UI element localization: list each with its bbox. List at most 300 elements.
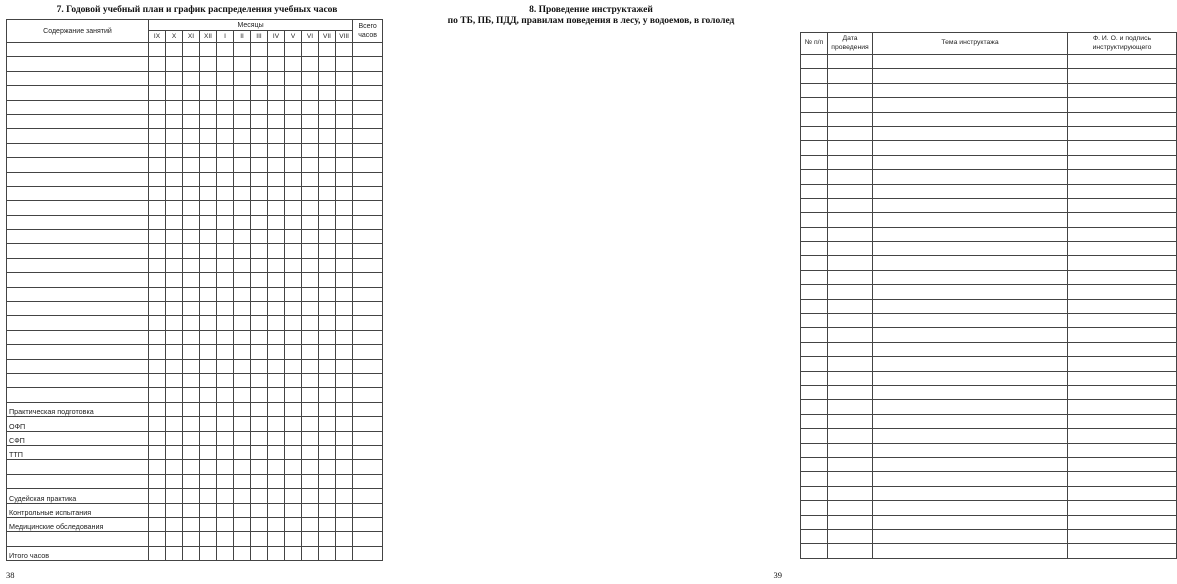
month-cell	[166, 71, 183, 85]
topic-cell	[873, 98, 1068, 112]
month-cell	[149, 431, 166, 445]
total-cell	[353, 546, 383, 560]
month-cell	[285, 57, 302, 71]
month-cell	[319, 345, 336, 359]
instructor-cell	[1068, 112, 1177, 126]
month-cell	[234, 445, 251, 459]
date-cell	[828, 227, 873, 241]
number-header: № п/п	[801, 33, 828, 55]
table-row	[7, 71, 383, 85]
month-cell	[285, 114, 302, 128]
month-cell	[166, 474, 183, 488]
month-cell	[319, 86, 336, 100]
topic-cell	[873, 400, 1068, 414]
month-cell	[302, 316, 319, 330]
month-cell	[200, 114, 217, 128]
month-cell	[200, 330, 217, 344]
month-cell	[183, 445, 200, 459]
month-cell	[183, 460, 200, 474]
table-row	[7, 330, 383, 344]
month-cell	[336, 302, 353, 316]
month-cell	[319, 402, 336, 416]
month-cell	[268, 273, 285, 287]
month-cell	[183, 273, 200, 287]
table-row	[801, 141, 1177, 155]
table-row	[7, 230, 383, 244]
instructor-cell	[1068, 227, 1177, 241]
month-cell	[251, 158, 268, 172]
number-cell	[801, 112, 828, 126]
month-cell	[149, 100, 166, 114]
month-cell	[234, 215, 251, 229]
table-row	[7, 546, 383, 560]
instructions-title-line1: 8. Проведение инструктажей	[529, 5, 653, 15]
month-cell	[285, 546, 302, 560]
month-cell	[217, 287, 234, 301]
number-cell	[801, 429, 828, 443]
row-label: ОФП	[7, 417, 149, 431]
month-cell	[268, 373, 285, 387]
month-header: IV	[268, 31, 285, 43]
month-cell	[285, 287, 302, 301]
topic-cell	[873, 198, 1068, 212]
total-cell	[353, 431, 383, 445]
month-cell	[166, 158, 183, 172]
month-cell	[217, 373, 234, 387]
number-cell	[801, 414, 828, 428]
month-cell	[302, 517, 319, 531]
row-label	[7, 172, 149, 186]
month-cell	[251, 532, 268, 546]
month-cell	[302, 57, 319, 71]
month-cell	[268, 57, 285, 71]
table-row	[7, 114, 383, 128]
month-cell	[149, 43, 166, 57]
month-cell	[149, 417, 166, 431]
month-cell	[319, 258, 336, 272]
row-label: ТТП	[7, 445, 149, 459]
date-cell	[828, 357, 873, 371]
month-cell	[200, 129, 217, 143]
month-cell	[268, 302, 285, 316]
row-label	[7, 373, 149, 387]
row-label	[7, 86, 149, 100]
table-row	[7, 532, 383, 546]
month-cell	[302, 431, 319, 445]
month-cell	[302, 532, 319, 546]
month-cell	[149, 373, 166, 387]
month-cell	[319, 489, 336, 503]
month-cell	[319, 503, 336, 517]
month-cell	[200, 287, 217, 301]
instructor-cell	[1068, 443, 1177, 457]
date-cell	[828, 69, 873, 83]
topic-cell	[873, 457, 1068, 471]
date-cell	[828, 472, 873, 486]
month-cell	[149, 302, 166, 316]
month-cell	[336, 345, 353, 359]
month-cell	[268, 417, 285, 431]
month-cell	[302, 158, 319, 172]
month-cell	[302, 100, 319, 114]
topic-cell	[873, 515, 1068, 529]
number-cell	[801, 141, 828, 155]
row-label	[7, 43, 149, 57]
month-cell	[200, 532, 217, 546]
total-cell	[353, 86, 383, 100]
month-cell	[234, 474, 251, 488]
month-cell	[149, 345, 166, 359]
month-cell	[234, 431, 251, 445]
month-cell	[285, 129, 302, 143]
topic-cell	[873, 299, 1068, 313]
month-cell	[217, 402, 234, 416]
month-cell	[149, 215, 166, 229]
month-cell	[268, 244, 285, 258]
month-cell	[200, 388, 217, 402]
instructor-cell	[1068, 155, 1177, 169]
month-cell	[200, 43, 217, 57]
row-label	[7, 57, 149, 71]
month-header: IX	[149, 31, 166, 43]
month-cell	[200, 359, 217, 373]
month-cell	[251, 230, 268, 244]
month-cell	[183, 302, 200, 316]
month-cell	[200, 302, 217, 316]
topic-cell	[873, 170, 1068, 184]
month-cell	[183, 532, 200, 546]
month-cell	[183, 114, 200, 128]
table-row	[801, 155, 1177, 169]
topic-cell	[873, 227, 1068, 241]
month-cell	[166, 57, 183, 71]
instructor-cell	[1068, 98, 1177, 112]
instructor-cell	[1068, 299, 1177, 313]
date-cell	[828, 443, 873, 457]
month-cell	[149, 316, 166, 330]
date-cell	[828, 198, 873, 212]
month-cell	[336, 517, 353, 531]
topic-cell	[873, 184, 1068, 198]
row-label	[7, 158, 149, 172]
month-cell	[166, 517, 183, 531]
month-cell	[251, 201, 268, 215]
month-cell	[149, 388, 166, 402]
month-cell	[166, 86, 183, 100]
months-header: Месяцы	[149, 20, 353, 31]
month-cell	[285, 517, 302, 531]
total-cell	[353, 186, 383, 200]
month-cell	[336, 402, 353, 416]
month-cell	[268, 345, 285, 359]
date-cell	[828, 457, 873, 471]
month-cell	[234, 345, 251, 359]
month-cell	[251, 517, 268, 531]
month-cell	[183, 43, 200, 57]
month-cell	[319, 143, 336, 157]
total-cell	[353, 316, 383, 330]
month-cell	[336, 445, 353, 459]
month-cell	[285, 330, 302, 344]
month-cell	[200, 373, 217, 387]
month-cell	[166, 258, 183, 272]
month-cell	[200, 201, 217, 215]
month-cell	[285, 215, 302, 229]
total-cell	[353, 517, 383, 531]
month-cell	[285, 345, 302, 359]
row-label: Итого часов	[7, 546, 149, 560]
row-label: СФП	[7, 431, 149, 445]
total-cell	[353, 57, 383, 71]
month-cell	[217, 546, 234, 560]
month-cell	[234, 114, 251, 128]
month-cell	[149, 460, 166, 474]
table-row	[801, 400, 1177, 414]
month-cell	[217, 517, 234, 531]
table-row	[7, 417, 383, 431]
instructor-cell	[1068, 256, 1177, 270]
row-label	[7, 345, 149, 359]
total-cell	[353, 273, 383, 287]
month-cell	[149, 532, 166, 546]
table-row	[801, 242, 1177, 256]
date-cell	[828, 98, 873, 112]
month-cell	[234, 143, 251, 157]
table-row	[801, 184, 1177, 198]
month-cell	[166, 460, 183, 474]
month-cell	[285, 489, 302, 503]
month-cell	[166, 172, 183, 186]
month-cell	[183, 517, 200, 531]
month-cell	[200, 402, 217, 416]
month-cell	[302, 71, 319, 85]
content-header: Содержание занятий	[7, 20, 149, 43]
month-cell	[285, 172, 302, 186]
month-cell	[268, 330, 285, 344]
total-cell	[353, 532, 383, 546]
number-cell	[801, 55, 828, 69]
month-cell	[319, 100, 336, 114]
row-label	[7, 258, 149, 272]
month-cell	[149, 114, 166, 128]
total-cell	[353, 172, 383, 186]
month-cell	[234, 129, 251, 143]
month-cell	[336, 215, 353, 229]
month-cell	[217, 273, 234, 287]
date-cell	[828, 213, 873, 227]
number-cell	[801, 501, 828, 515]
table-row	[801, 472, 1177, 486]
month-cell	[149, 258, 166, 272]
number-cell	[801, 256, 828, 270]
number-cell	[801, 83, 828, 97]
month-cell	[251, 114, 268, 128]
month-cell	[251, 503, 268, 517]
month-cell	[200, 158, 217, 172]
month-cell	[268, 86, 285, 100]
month-cell	[302, 373, 319, 387]
month-cell	[319, 373, 336, 387]
month-cell	[149, 86, 166, 100]
month-cell	[217, 71, 234, 85]
month-cell	[336, 143, 353, 157]
table-row	[801, 515, 1177, 529]
month-cell	[149, 230, 166, 244]
month-cell	[200, 71, 217, 85]
number-cell	[801, 270, 828, 284]
month-cell	[268, 158, 285, 172]
table-row	[801, 98, 1177, 112]
table-row	[7, 244, 383, 258]
month-cell	[166, 503, 183, 517]
month-cell	[268, 230, 285, 244]
month-cell	[149, 186, 166, 200]
number-cell	[801, 385, 828, 399]
month-cell	[319, 114, 336, 128]
total-cell	[353, 402, 383, 416]
topic-cell	[873, 472, 1068, 486]
month-cell	[319, 129, 336, 143]
month-cell	[183, 546, 200, 560]
month-cell	[302, 330, 319, 344]
number-cell	[801, 400, 828, 414]
month-cell	[234, 489, 251, 503]
month-cell	[234, 417, 251, 431]
month-cell	[183, 316, 200, 330]
month-cell	[319, 201, 336, 215]
month-cell	[285, 388, 302, 402]
table-row	[801, 83, 1177, 97]
topic-cell	[873, 328, 1068, 342]
month-cell	[302, 172, 319, 186]
instructor-cell	[1068, 328, 1177, 342]
month-cell	[268, 201, 285, 215]
table-row	[801, 299, 1177, 313]
table-row	[801, 414, 1177, 428]
month-cell	[302, 417, 319, 431]
instructor-cell	[1068, 184, 1177, 198]
month-cell	[149, 402, 166, 416]
date-cell	[828, 342, 873, 356]
month-cell	[251, 43, 268, 57]
date-cell	[828, 314, 873, 328]
total-cell	[353, 258, 383, 272]
row-label	[7, 143, 149, 157]
table-row	[801, 314, 1177, 328]
month-cell	[268, 546, 285, 560]
month-cell	[166, 373, 183, 387]
month-cell	[336, 460, 353, 474]
row-label	[7, 71, 149, 85]
table-row	[7, 143, 383, 157]
number-cell	[801, 328, 828, 342]
row-label	[7, 460, 149, 474]
month-cell	[319, 474, 336, 488]
table-row	[801, 112, 1177, 126]
table-row	[7, 388, 383, 402]
month-cell	[166, 359, 183, 373]
row-label	[7, 273, 149, 287]
month-cell	[251, 129, 268, 143]
date-cell	[828, 112, 873, 126]
month-header: V	[285, 31, 302, 43]
month-cell	[183, 129, 200, 143]
topic-cell	[873, 357, 1068, 371]
month-cell	[336, 373, 353, 387]
month-cell	[336, 57, 353, 71]
month-cell	[268, 287, 285, 301]
month-cell	[268, 43, 285, 57]
month-cell	[336, 431, 353, 445]
month-cell	[200, 258, 217, 272]
month-cell	[268, 388, 285, 402]
month-cell	[336, 258, 353, 272]
month-cell	[234, 186, 251, 200]
row-label: Судейская практика	[7, 489, 149, 503]
table-row	[7, 402, 383, 416]
month-cell	[234, 172, 251, 186]
table-row	[7, 100, 383, 114]
month-cell	[183, 186, 200, 200]
instructor-header: Ф. И. О. и подпись инструктирующего	[1068, 33, 1177, 55]
month-cell	[217, 158, 234, 172]
instructor-cell	[1068, 501, 1177, 515]
month-cell	[234, 302, 251, 316]
month-cell	[319, 532, 336, 546]
month-cell	[200, 186, 217, 200]
total-cell	[353, 201, 383, 215]
month-cell	[200, 172, 217, 186]
month-cell	[217, 86, 234, 100]
month-cell	[336, 273, 353, 287]
month-cell	[149, 287, 166, 301]
month-cell	[149, 474, 166, 488]
row-label	[7, 388, 149, 402]
table-row	[801, 328, 1177, 342]
number-cell	[801, 155, 828, 169]
topic-cell	[873, 342, 1068, 356]
date-cell	[828, 299, 873, 313]
total-cell	[353, 230, 383, 244]
table-row	[7, 359, 383, 373]
instructor-cell	[1068, 285, 1177, 299]
month-cell	[251, 489, 268, 503]
month-cell	[183, 489, 200, 503]
number-cell	[801, 227, 828, 241]
month-cell	[319, 302, 336, 316]
table-row	[7, 503, 383, 517]
month-cell	[302, 258, 319, 272]
month-cell	[251, 546, 268, 560]
month-cell	[149, 330, 166, 344]
month-cell	[251, 186, 268, 200]
month-cell	[217, 417, 234, 431]
month-cell	[302, 129, 319, 143]
topic-header: Тема инструктажа	[873, 33, 1068, 55]
table-row	[7, 316, 383, 330]
month-cell	[149, 143, 166, 157]
month-cell	[234, 201, 251, 215]
month-cell	[319, 230, 336, 244]
instructor-cell	[1068, 472, 1177, 486]
month-header: VIII	[336, 31, 353, 43]
month-cell	[217, 100, 234, 114]
month-cell	[319, 517, 336, 531]
month-cell	[302, 489, 319, 503]
month-cell	[268, 258, 285, 272]
month-cell	[234, 460, 251, 474]
month-cell	[217, 258, 234, 272]
